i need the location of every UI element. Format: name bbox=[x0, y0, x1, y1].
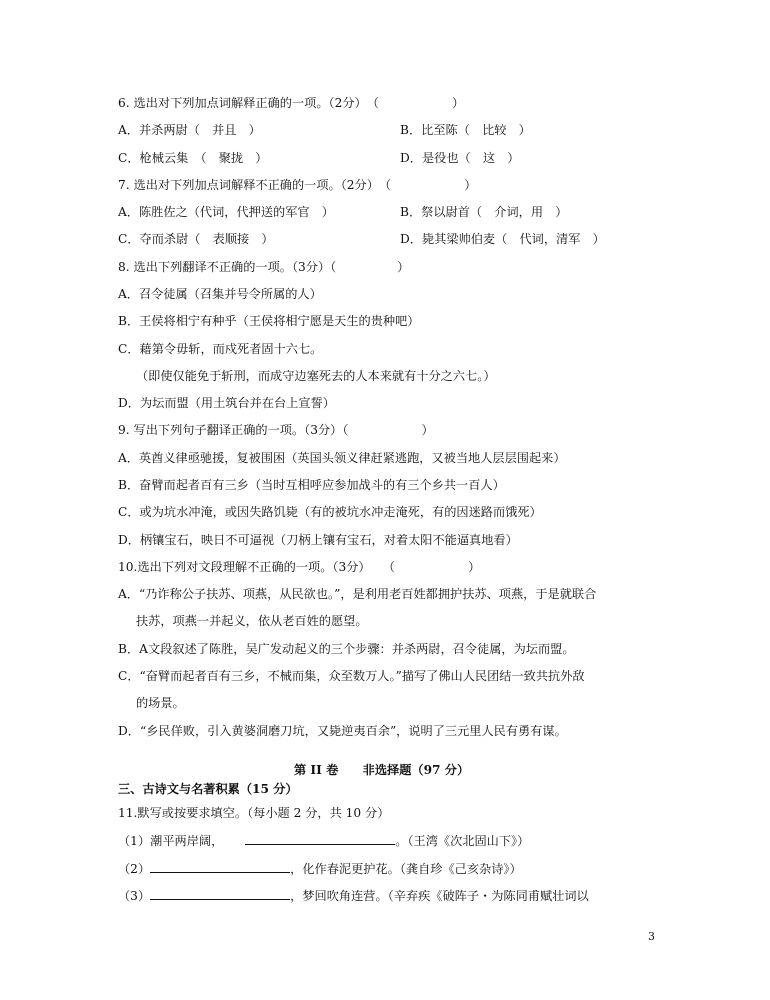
q7-option-b: B．祭以尉首（ 介词，用 ） bbox=[400, 205, 568, 219]
q10-option-c: C．“奋臂而起者百有三乡，不械而集，众至数万人。”描写了佛山人民团结一致共抗外敌 bbox=[118, 669, 585, 683]
q7-option-c: C．夺而杀尉（ 表顺接 ） bbox=[118, 232, 274, 246]
q7-stem: 7. 选出对下列加点词解释不正确的一项。（2分） （ ） bbox=[118, 178, 477, 192]
q9-option-d: D．柄镶宝石，映日不可逼视（刀柄上镶有宝石，对着太阳不能逼真地看） bbox=[118, 533, 518, 547]
q11-item3-suffix: ，梦回吹角连营。（辛弃疾《破阵子・为陈同甫赋壮词以 bbox=[290, 889, 589, 903]
q6-option-d: D．是役也（ 这 ） bbox=[400, 151, 520, 165]
q11-stem: 11.默写或按要求填空。（每小题 2 分，共 10 分） bbox=[118, 806, 390, 820]
q11-item3-prefix: （3） bbox=[118, 889, 151, 903]
q10-stem: 10.选出下列对文段理解不正确的一项。（3分） （ ） bbox=[118, 560, 481, 574]
part2-title: 第 II 卷 非选择题（97 分） bbox=[294, 763, 470, 777]
q11-item3 bbox=[118, 887, 589, 904]
q11-item1-blank[interactable] bbox=[245, 832, 395, 845]
q10-option-c-cont: 的场景。 bbox=[136, 696, 185, 710]
q7-option-a: A．陈胜佐之（代词，代押送的军官 ） bbox=[118, 205, 334, 219]
q11-item2-suffix: ，化作春泥更护花。（龚自珍《己亥杂诗》） bbox=[290, 862, 522, 876]
q10-option-d: D．“乡民佯败，引入黄婆洞磨刀坑，又毙逆夷百余”，说明了三元里人民有勇有谋。 bbox=[118, 724, 567, 738]
q11-item1 bbox=[118, 832, 529, 849]
q8-stem: 8. 选出下列翻译不正确的一项。（3分）（ ） bbox=[118, 260, 410, 274]
q9-stem: 9. 写出下列句子翻译正确的一项。（3分）（ ） bbox=[118, 423, 434, 437]
q10-option-b: B．A文段叙述了陈胜，吴广发动起义的三个步骤：并杀两尉，召令徒属，为坛而盟。 bbox=[118, 642, 575, 656]
q6-option-b: B．比至陈（ 比较 ） bbox=[400, 123, 531, 137]
q11-item2-blank[interactable] bbox=[150, 860, 290, 873]
q6-option-c: C．枪械云集 （ 聚拢 ） bbox=[118, 151, 268, 165]
q9-option-c: C．或为坑水冲淹，或因失路饥毙（有的被坑水冲走淹死，有的因迷路而饿死） bbox=[118, 505, 542, 519]
q8-option-a: A．召令徒属（召集并号令所属的人） bbox=[118, 287, 322, 301]
q8-option-c-translation: （即使仅能免于斩刑，而成守边塞死去的人本来就有十分之六七。） bbox=[136, 369, 496, 383]
q10-option-a: A．“乃诈称公子扶苏、项燕，从民欲也。”，是利用老百姓都拥护扶苏、项燕，于是就联合 bbox=[118, 587, 597, 601]
q8-option-c: C．藉第令毋斩，而戍死者固十六七。 bbox=[118, 342, 323, 356]
page-number: 3 bbox=[648, 930, 655, 943]
section3-title: 三、古诗文与名著积累（15 分） bbox=[118, 782, 298, 796]
q11-item3-blank[interactable] bbox=[150, 887, 290, 900]
q9-option-b: B．奋臂而起者百有三乡（当时互相呼应参加战斗的有三个乡共一百人） bbox=[118, 478, 505, 492]
q11-item1-prefix: （1）潮平两岸阔， bbox=[118, 834, 224, 848]
q9-option-a: A．英酋义律亟驰援，复被围困（英国头领义律赶紧逃跑，又被当地人层层围起来） bbox=[118, 451, 566, 465]
q6-option-a: A．并杀两尉（ 并且 ） bbox=[118, 123, 261, 137]
q7-option-d: D．毙其梁帅伯麦（ 代词，清军 ） bbox=[400, 232, 605, 246]
q11-item1-suffix: 。（王湾《次北固山下》） bbox=[395, 834, 530, 848]
q8-option-b: B．王侯将相宁有种乎（王侯将相宁愿是天生的贵种吧） bbox=[118, 314, 420, 328]
q11-item2 bbox=[118, 860, 522, 877]
q10-option-a-cont: 扶苏，项燕一并起义，依从老百姓的愿望。 bbox=[136, 614, 368, 628]
q8-option-d: D．为坛而盟（用土筑台并在台上宣誓） bbox=[118, 396, 335, 410]
q6-stem: 6. 选出对下列加点词解释正确的一项。（2分） （ ） bbox=[118, 96, 465, 110]
q11-item2-prefix: （2） bbox=[118, 862, 151, 876]
